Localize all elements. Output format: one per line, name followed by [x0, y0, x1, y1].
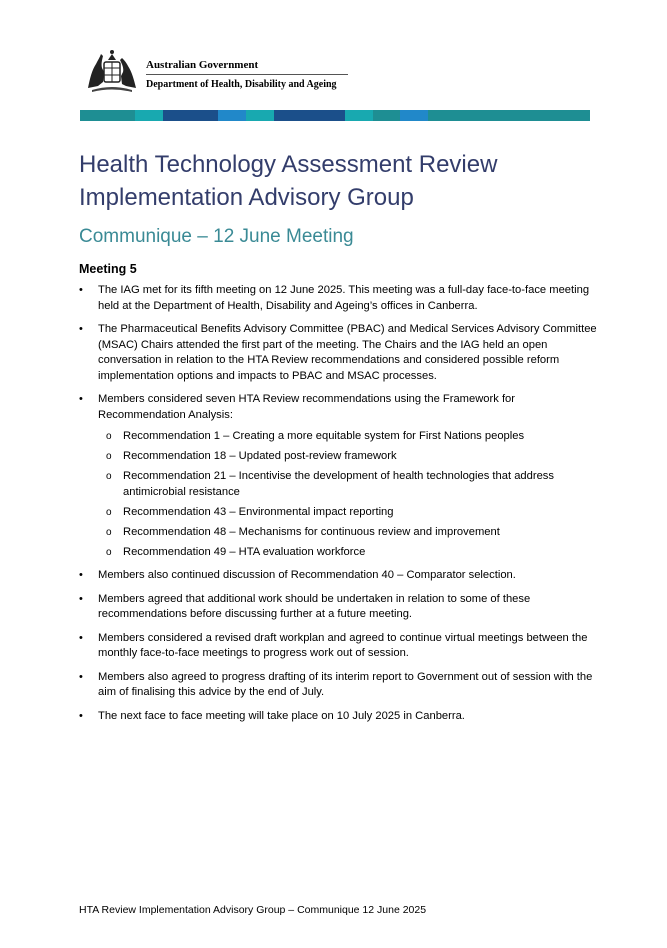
bullet-text: Members also agreed to progress drafting of its interim report to Government out of session with the aim of finalising this advice by the end of July.	[98, 670, 593, 698]
bullet-text: The Pharmaceutical Benefits Advisory Committee (PBAC) and Medical Services Advisory Committee (MSAC) Chairs attended the first part of the meeting. The Chairs and the IAG held an open conversation in relation to the HTA Review recommendations and considered possible reform implementation options and impacts to PBAC and MSAC processes.	[98, 323, 597, 382]
stripe-segment	[191, 110, 219, 121]
stripe-segment	[539, 110, 590, 121]
header-divider	[146, 74, 348, 75]
sub-bullet-text: Recommendation 48 – Mechanisms for continuous review and improvement	[123, 525, 500, 538]
bullet-item	[79, 568, 599, 584]
document-subtitle: Communique – 12 June Meeting	[79, 226, 354, 247]
sub-bullet-item	[98, 469, 599, 500]
bullet-text: Members considered a revised draft workplan and agreed to continue virtual meetings between the monthly face-to-face meetings to progress work out of session.	[98, 631, 588, 659]
department-name: Department of Health, Disability and Ageing	[146, 79, 337, 90]
sub-bullet-item	[98, 449, 599, 465]
bullet-item	[79, 592, 599, 623]
commonwealth-coat-of-arms-icon	[84, 48, 140, 94]
stripe-segment	[108, 110, 136, 121]
bullet-text: Members considered seven HTA Review recommendations using the Framework for Recommendation Analysis:	[98, 393, 516, 421]
bullet-text: Members agreed that additional work should be undertaken in relation to some of these recommendations before discussing further at a future meeting.	[98, 592, 531, 620]
sub-bullet-marker: o	[106, 451, 112, 462]
sub-bullet-text: Recommendation 49 – HTA evaluation workforce	[123, 545, 366, 558]
bullet-item	[79, 283, 599, 314]
stripe-segment	[511, 110, 539, 121]
stripe-segment	[301, 110, 317, 121]
bullet-marker: •	[79, 284, 83, 296]
bullet-marker: •	[79, 592, 83, 605]
bullet-marker: •	[79, 670, 83, 683]
sub-bullet-marker: o	[106, 471, 112, 482]
bullet-item	[79, 631, 599, 662]
sub-bullet-item	[98, 429, 599, 445]
sub-bullet-item	[98, 545, 599, 561]
sub-bullet-text: Recommendation 21 – Incentivise the development of health technologies that address antimicrobial resistance	[123, 470, 554, 498]
meeting-summary-list	[79, 283, 599, 732]
stripe-segment	[317, 110, 345, 121]
stripe-segment	[163, 110, 191, 121]
government-logo	[84, 48, 354, 96]
bullet-marker: •	[79, 709, 83, 722]
bullet-item	[79, 709, 599, 725]
bullet-item	[79, 670, 599, 701]
stripe-segment	[345, 110, 373, 121]
bullet-item	[79, 322, 599, 384]
stripe-segment	[428, 110, 456, 121]
sub-bullet-text: Recommendation 18 – Updated post-review framework	[123, 450, 397, 462]
sub-bullet-item	[98, 505, 599, 521]
sub-bullet-item	[98, 525, 599, 541]
bullet-marker: •	[79, 569, 83, 581]
stripe-segment	[274, 110, 302, 121]
sub-bullet-text: Recommendation 1 – Creating a more equitable system for First Nations peoples	[123, 430, 525, 442]
sub-bullet-marker: o	[106, 546, 112, 558]
government-name: Australian Government	[146, 59, 259, 71]
section-heading: Meeting 5	[79, 262, 137, 276]
bullet-text: The next face to face meeting will take place on 10 July 2025 in Canberra.	[98, 709, 465, 722]
sub-bullet-marker: o	[106, 431, 112, 442]
stripe-segment	[246, 110, 274, 121]
sub-bullet-marker: o	[106, 526, 112, 538]
sub-bullet-marker: o	[106, 506, 112, 518]
stripe-segment	[135, 110, 163, 121]
stripe-segment	[373, 110, 401, 121]
bullet-marker: •	[79, 393, 83, 405]
recommendation-sublist	[98, 429, 599, 560]
document-title: Health Technology Assessment Review Implementation Advisory Group	[79, 151, 498, 211]
page-footer: HTA Review Implementation Advisory Group – Communique 12 June 2025	[79, 904, 427, 916]
bullet-text: The IAG met for its fifth meeting on 12 June 2025. This meeting was a full-day face-to-face meeting held at the Department of Health, Disability and Ageing’s offices in Canberra.	[98, 284, 590, 312]
bullet-marker: •	[79, 323, 83, 335]
bullet-item	[79, 392, 599, 560]
stripe-segment	[400, 110, 428, 121]
bullet-text: Members also continued discussion of Recommendation 40 – Comparator selection.	[98, 569, 516, 581]
stripe-segment	[456, 110, 484, 121]
brand-color-stripe	[80, 110, 590, 121]
stripe-segment	[80, 110, 108, 121]
stripe-segment	[483, 110, 511, 121]
bullet-marker: •	[79, 631, 83, 644]
sub-bullet-text: Recommendation 43 – Environmental impact reporting	[123, 505, 394, 518]
stripe-segment	[218, 110, 246, 121]
